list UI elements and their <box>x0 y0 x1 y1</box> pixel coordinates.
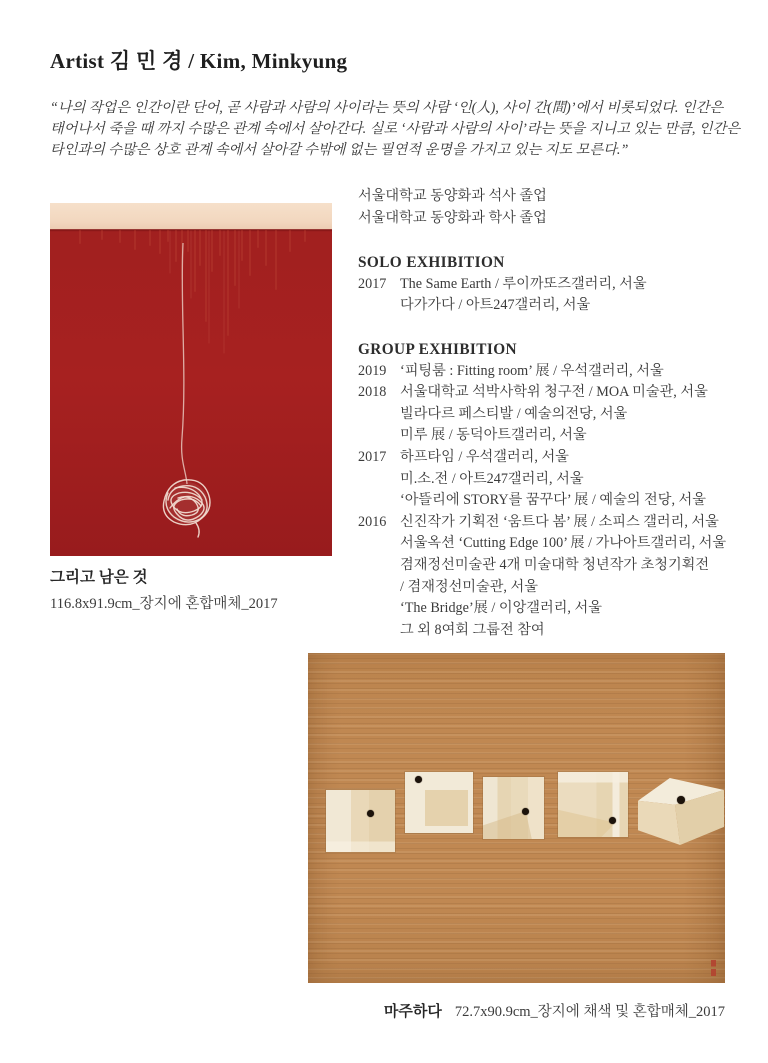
black-dot <box>367 810 374 817</box>
artwork-title: 그리고 남은 것 <box>50 569 148 586</box>
statement-line: “나의 작업은 인간이란 단어, 곧 사람과 사람의 사이라는 뜻의 사람 ‘인(人), 사이 간(間)’에서 비롯되었다. 인간은 <box>50 100 724 116</box>
artwork-title: 마주하다 <box>383 1004 442 1020</box>
entry-year: 2018 <box>358 384 387 401</box>
statement-line: 타인과의 수많은 상호 관계 속에서 살아갈 수밖에 없는 필연적 운명을 가지고 있는 지도 모른다.” <box>50 142 629 158</box>
entry-line: 미.소.전 / 아트247갤러리, 서울 <box>400 470 584 487</box>
entry-line: 그 외 8여회 그룹전 참여 <box>400 621 545 638</box>
entry-line: 신진작가 기획전 ‘움트다 봄’ 展 / 소피스 갤러리, 서울 <box>400 513 719 530</box>
paper-box <box>483 777 544 839</box>
artist-seal <box>711 960 716 976</box>
entry-line: / 겸재정선미술관, 서울 <box>400 578 538 595</box>
cv-column <box>358 186 760 641</box>
artwork-wood-painting <box>308 653 725 983</box>
entry-line: ‘아뜰리에 STORY를 꿈꾸다’ 展 / 예술의 전당, 서울 <box>400 492 706 509</box>
red-painting-image <box>50 203 332 556</box>
education-line: 서울대학교 동양화과 학사 졸업 <box>358 209 547 226</box>
paper-box-3d <box>638 778 724 845</box>
group-exhibition-heading: GROUP EXHIBITION <box>358 340 517 358</box>
artwork-red-painting <box>50 203 332 556</box>
artwork-spec: 116.8x91.9cm_장지에 혼합매체_2017 <box>50 596 278 612</box>
entry-line: 다가가다 / 아트247갤러리, 서울 <box>400 297 591 314</box>
entry-line: ‘피팅룸 : Fitting room’ 展 / 우석갤러리, 서울 <box>400 362 664 379</box>
exhibition-entry <box>358 512 760 642</box>
box-shading <box>425 790 468 825</box>
entry-line: 서울옥션 ‘Cutting Edge 100’ 展 / 가나아트갤러리, 서울 <box>400 535 727 552</box>
entry-year: 2017 <box>358 275 387 292</box>
black-dot <box>677 796 685 804</box>
artwork-red-caption <box>50 565 278 613</box>
entry-year: 2019 <box>358 362 387 379</box>
entry-line: 하프타임 / 우석갤러리, 서울 <box>400 448 569 465</box>
exhibition-entry <box>358 447 760 512</box>
solo-exhibition-heading: SOLO EXHIBITION <box>358 254 505 272</box>
paper-box <box>326 790 395 852</box>
paper-box <box>558 772 628 837</box>
entry-line: The Same Earth / 루이까또즈갤러리, 서울 <box>400 275 647 292</box>
artwork-spec: 72.7x90.9cm_장지에 채색 및 혼합매체_2017 <box>454 1004 725 1020</box>
page-title: Artist 김 민 경 / Kim, Minkyung <box>50 49 348 73</box>
box-shading <box>483 777 544 839</box>
black-dot <box>522 808 529 815</box>
artist-statement <box>50 98 760 161</box>
box-shading <box>558 772 628 837</box>
paper-box <box>405 772 473 833</box>
artwork-wood-caption <box>308 1000 725 1021</box>
education-block <box>358 186 760 229</box>
entry-line: 겸재정선미술관 4개 미술대학 청년작가 초청기획전 <box>400 556 710 573</box>
education-line: 서울대학교 동양화과 석사 졸업 <box>358 188 547 204</box>
statement-line: 태어나서 죽을 때 까지 수많은 관계 속에서 살아간다. 실로 ‘사람과 사람의 사이’라는 뜻을 지니고 있는 만큼, 인간은 <box>50 121 741 137</box>
entry-line: 미루 展 / 동덕아트갤러리, 서울 <box>400 427 587 444</box>
entry-line: 빌라다르 페스티발 / 예술의전당, 서울 <box>400 405 628 422</box>
entry-line: 서울대학교 석박사학위 청구전 / MOA 미술관, 서울 <box>400 384 708 401</box>
exhibition-entry <box>358 382 760 447</box>
black-dot <box>415 776 422 783</box>
top-band <box>50 203 332 230</box>
exhibition-entry <box>358 361 760 383</box>
entry-year: 2017 <box>358 448 387 465</box>
entry-year: 2016 <box>358 513 387 530</box>
exhibition-entry <box>358 274 760 317</box>
black-dot <box>609 817 616 824</box>
entry-line: ‘The Bridge’展 / 이앙갤러리, 서울 <box>400 600 602 617</box>
